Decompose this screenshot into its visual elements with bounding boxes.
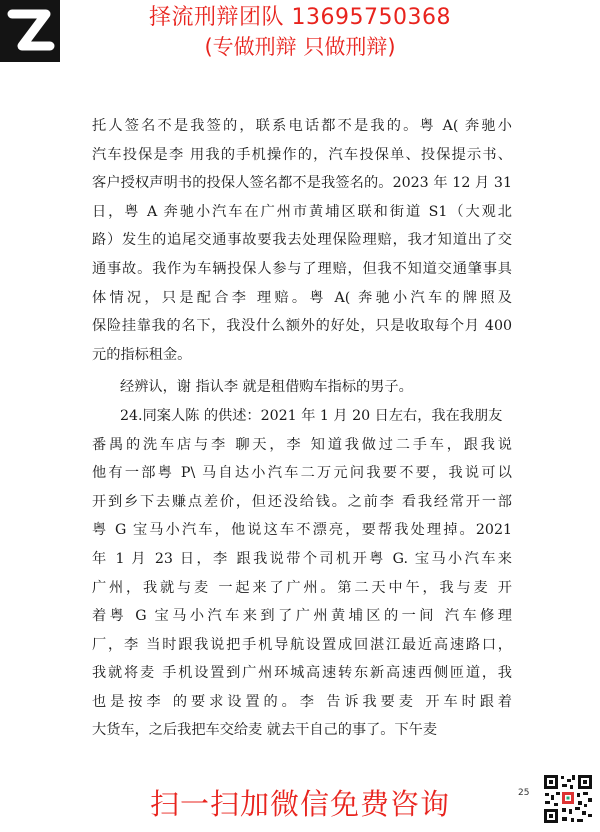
text-line: 客户授权声明书的投保人签名都不是我签名的。2023 年 12 月 31 bbox=[92, 175, 512, 192]
text-line: 大货车，之后我把车交给麦 就去干自己的事了。下午麦 bbox=[92, 722, 438, 739]
text-line: 24.同案人陈 的供述：2021 年 1 月 20 日左右，我在我朋友 bbox=[120, 407, 503, 424]
text-line: 体情况，只是配合李 理赔。粤 A( 奔驰小汽车的牌照及 bbox=[92, 289, 512, 306]
text-line: 经辨认，谢 指认李 就是租借购车指标的男子。 bbox=[120, 379, 413, 396]
text-line: 番禺的洗车店与李 聊天，李 知道我做过二手车，跟我说 bbox=[92, 436, 512, 453]
text-line: 着粤 G 宝马小汽车来到了广州黄埔区的一间 汽车修理 bbox=[92, 608, 512, 625]
header-tagline: (专做刑辩 只做刑辩) bbox=[204, 35, 396, 59]
text-line: 开到乡下去赚点差价，但还没给钱。之前李 看我经常开一部 bbox=[92, 493, 512, 510]
header-contact: 择流刑辩团队 13695750368 bbox=[149, 5, 451, 30]
text-line: 年 1 月 23 日，李 跟我说带个司机开粤 G. 宝马小汽车来 bbox=[92, 550, 512, 567]
text-line: 广州，我就与麦 一起来了广州。第二天中午，我与麦 开 bbox=[92, 579, 512, 596]
text-line: 也是按李 的要求设置的。李 告诉我要麦 开车时跟着 bbox=[92, 693, 512, 710]
text-line: 日，粤 A 奔驰小汽车在广州市黄埔区联和街道 S1（大观北 bbox=[92, 203, 512, 220]
text-line: 我就将麦 手机设置到广州环城高速转东新高速西侧匝道，我 bbox=[92, 665, 512, 682]
logo-mark bbox=[0, 0, 60, 62]
text-line: 厂，李 当时跟我说把手机导航设置成回湛江最近高速路口， bbox=[92, 636, 512, 653]
text-line: 他有一部粤 P\ 马自达小汽车二万元问我要不要，我说可以 bbox=[92, 465, 512, 482]
footer-call-to-action: 扫一扫加微信免费咨询 bbox=[149, 787, 450, 821]
text-line: 路）发生的追尾交通事故要我去处理保险理赔，我才知道出了交 bbox=[92, 232, 512, 249]
document-body bbox=[92, 112, 512, 745]
text-line: 汽车投保是李 用我的手机操作的，汽车投保单、投保提示书、 bbox=[92, 146, 512, 163]
text-line: 通事故。我作为车辆投保人参与了理赔，但我不知道交通肇事具 bbox=[92, 260, 512, 277]
qr-code-icon[interactable] bbox=[542, 773, 594, 825]
text-line: 元的指标租金。 bbox=[92, 346, 192, 363]
text-line: 托人签名不是我签的，联系电话都不是我的。粤 A( 奔驰小 bbox=[92, 118, 512, 134]
page-number: 25 bbox=[518, 788, 530, 798]
watermark-header bbox=[110, 4, 490, 62]
text-line: 粤 G 宝马小汽车，他说这车不漂亮，要帮我处理掉。2021 bbox=[92, 522, 512, 539]
text-line: 保险挂靠我的名下，我没什么额外的好处，只是收取每个月 400 bbox=[92, 318, 512, 335]
